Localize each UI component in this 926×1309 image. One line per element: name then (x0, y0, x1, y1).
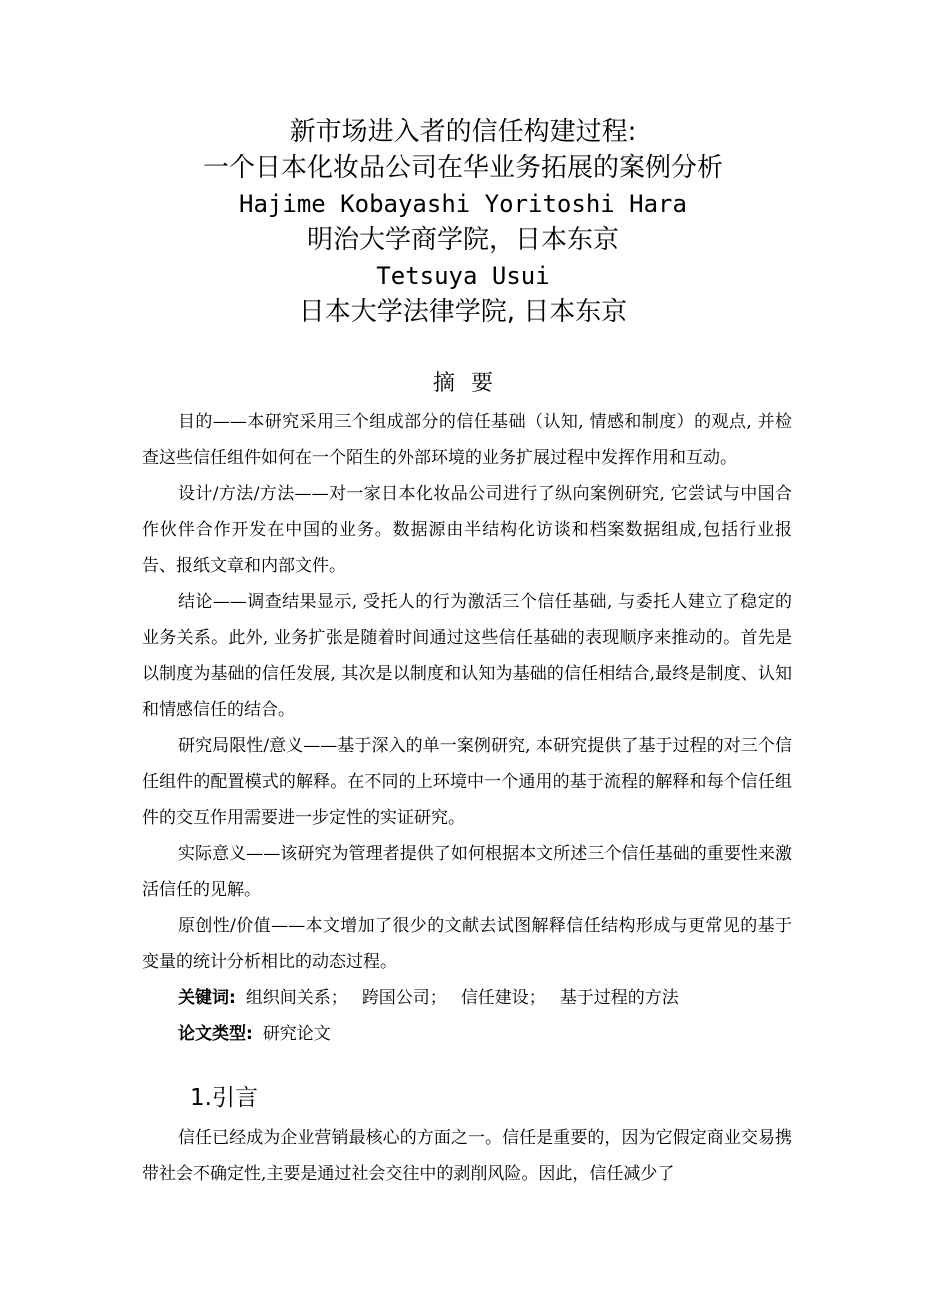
keyword: 跨国公司； (361, 988, 447, 1008)
keyword: 基于过程的方法 (559, 988, 679, 1008)
abstract-heading: 摘要 (432, 371, 509, 396)
abstract-design: 设计/方法/方法——对一家日本化妆品公司进行了纵向案例研究, 它尝试与中国合作伙伴合作开发在中国的业务。数据源由半结构化访谈和档案数据组成,包括行业报告、报纸文章和内部文件。 (142, 484, 792, 576)
paper-type-value: 研究论文 (262, 1024, 331, 1044)
author-names-1: Hajime Kobayashi Yoritoshi Hara (239, 190, 687, 218)
affiliation-2: 日本大学法律学院, 日本东京 (298, 297, 628, 327)
paper-type-label: 论文类型: (178, 1024, 253, 1044)
keywords-line (142, 980, 792, 1016)
introduction-body (142, 1120, 792, 1192)
abstract-originality: 原创性/价值——本文增加了很少的文献去试图解释信任结构形成与更常见的基于变量的统计分析相比的动态过程。 (142, 916, 792, 972)
keyword: 信任建设； (460, 988, 546, 1008)
keyword: 组织间关系； (245, 988, 348, 1008)
paper-type-line (142, 1016, 792, 1052)
abstract-purpose: 目的——本研究采用三个组成部分的信任基础（认知, 情感和制度）的观点, 并检查这些信任组件如何在一个陌生的外部环境的业务扩展过程中发挥作用和互动。 (142, 412, 792, 468)
author-names-2: Tetsuya Usui (376, 262, 550, 290)
keywords-label: 关键词: (178, 988, 236, 1008)
title-line-1: 新市场进入者的信任构建过程: (289, 117, 637, 147)
abstract-findings: 结论——调查结果显示, 受托人的行为激活三个信任基础, 与委托人建立了稳定的业务关系。此外, 业务扩张是随着时间通过这些信任基础的表现顺序来推动的。首先是以制度为基础的信任发展, 其次是以制度和认知为基础的信任相结合,最终是制度、认知和情感信任的结合。 (142, 592, 792, 720)
affiliation-1: 明治大学商学院，日本东京 (306, 225, 619, 255)
abstract-limitations: 研究局限性/意义——基于深入的单一案例研究, 本研究提供了基于过程的对三个信任组件的配置模式的解释。在不同的上环境中一个通用的基于流程的解释和每个信任组件的交互作用需要进一步定性的实证研究。 (142, 736, 792, 828)
introduction-paragraph: 信任已经成为企业营销最核心的方面之一。信任是重要的，因为它假定商业交易携带社会不确定性,主要是通过社会交往中的剥削风险。因此，信任减少了 (142, 1128, 792, 1184)
abstract-body (142, 404, 792, 1052)
abstract-implications: 实际意义——该研究为管理者提供了如何根据本文所述三个信任基础的重要性来激活信任的见解。 (142, 844, 792, 900)
section-1-heading: 1.引言 (190, 1085, 258, 1111)
title-line-2: 一个日本化妆品公司在华业务拓展的案例分析 (202, 153, 723, 183)
